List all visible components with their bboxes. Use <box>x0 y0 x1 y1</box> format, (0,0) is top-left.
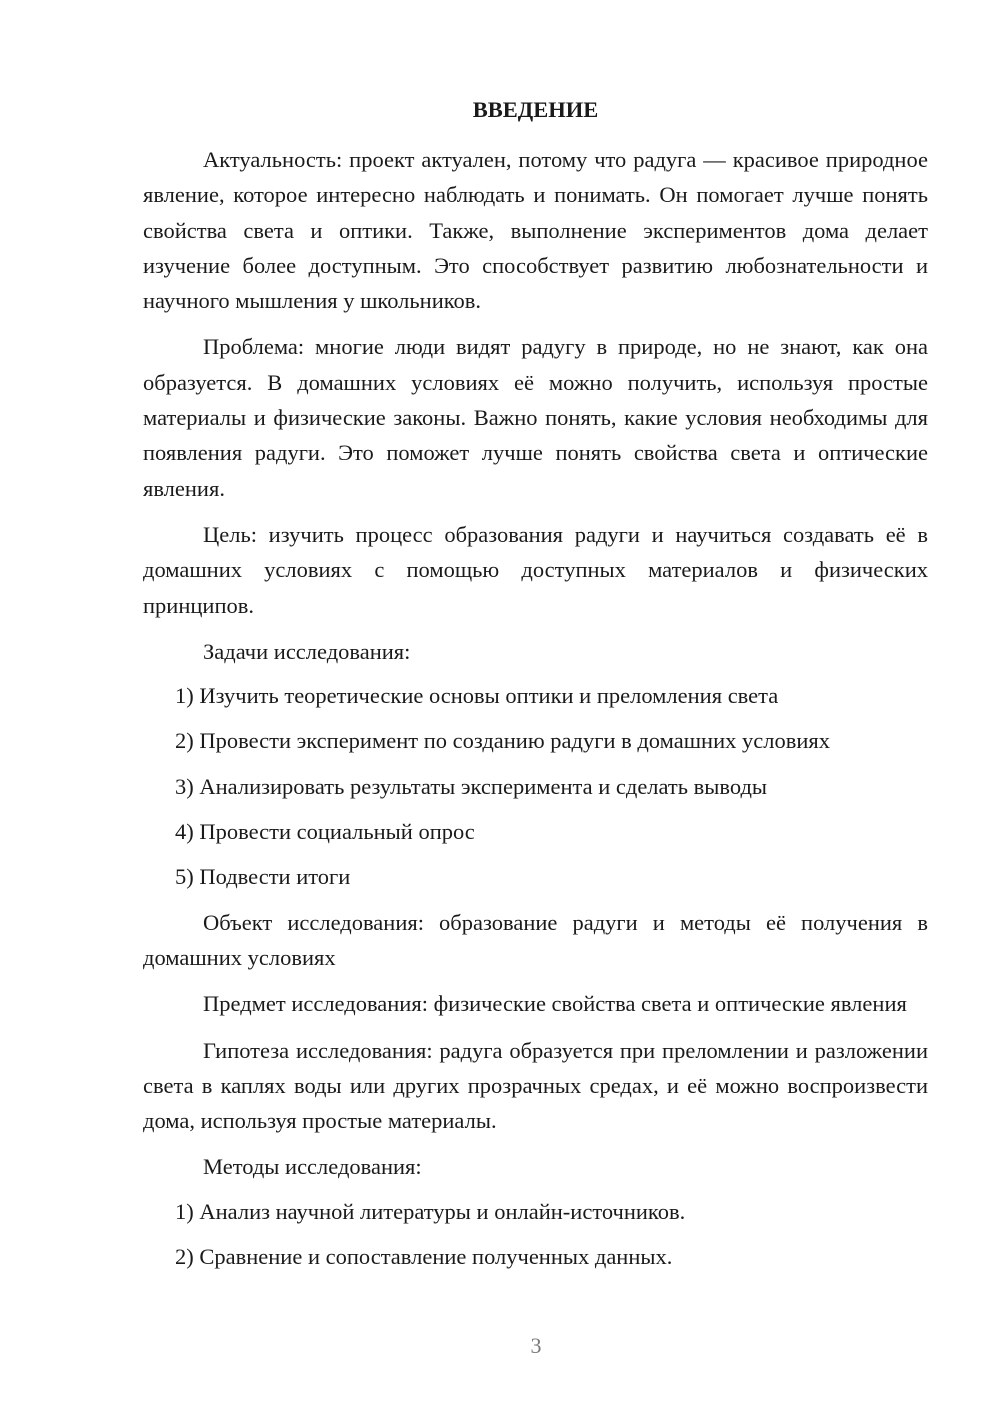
list-item: 1) Изучить теоретические основы оптики и преломления света <box>175 683 779 709</box>
list-item: 1) Анализ научной литературы и онлайн-источников. <box>175 1198 686 1224</box>
list-item: 2) Сравнение и сопоставление полученных данных. <box>175 1244 673 1270</box>
problem-paragraph: Проблема: многие люди видят радугу в природе, но не знают, как она образуется. В домашних условиях её можно получить, используя простые материалы и физические законы. Важно понять, какие условия необходимы для появления радуги. Это поможет лучше понять свойства света и оптические явления. <box>143 334 928 501</box>
list-item: 5) Подвести итоги <box>175 864 351 890</box>
object-paragraph: Объект исследования: образование радуги и методы её получения в домашних условиях <box>143 909 928 970</box>
list-item: 2) Провести эксперимент по созданию радуги в домашних условиях <box>175 728 830 754</box>
subject-paragraph: Предмет исследования: физические свойства света и оптические явления <box>203 991 907 1017</box>
relevance-paragraph: Актуальность: проект актуален, потому что радуга — красивое природное явление, которое интересно наблюдать и понимать. Он помогает лучше понять свойства света и оптики. Также, выполнение экспериментов дома делает изучение более доступным. Это способствует развитию любознательности и научного мышления у школьников. <box>143 147 928 314</box>
tasks-list <box>143 678 928 894</box>
goal-paragraph: Цель: изучить процесс образования радуги и научиться создавать её в домашних условиях с помощью доступных материалов и физических принципов. <box>143 521 928 618</box>
methods-list <box>143 1194 928 1275</box>
page-number: 3 <box>530 1333 542 1358</box>
list-item: 3) Анализировать результаты эксперимента и сделать выводы <box>175 773 768 799</box>
hypothesis-paragraph: Гипотеза исследования: радуга образуется при преломлении и разложении света в каплях воды или других прозрачных средах, и её можно воспроизвести дома, используя простые материалы. <box>143 1037 928 1134</box>
section-title: ВВЕДЕНИЕ <box>472 97 599 122</box>
methods-heading: Методы исследования: <box>203 1154 422 1180</box>
list-item: 4) Провести социальный опрос <box>175 819 475 845</box>
document-page <box>143 92 928 1284</box>
tasks-heading: Задачи исследования: <box>203 638 411 664</box>
